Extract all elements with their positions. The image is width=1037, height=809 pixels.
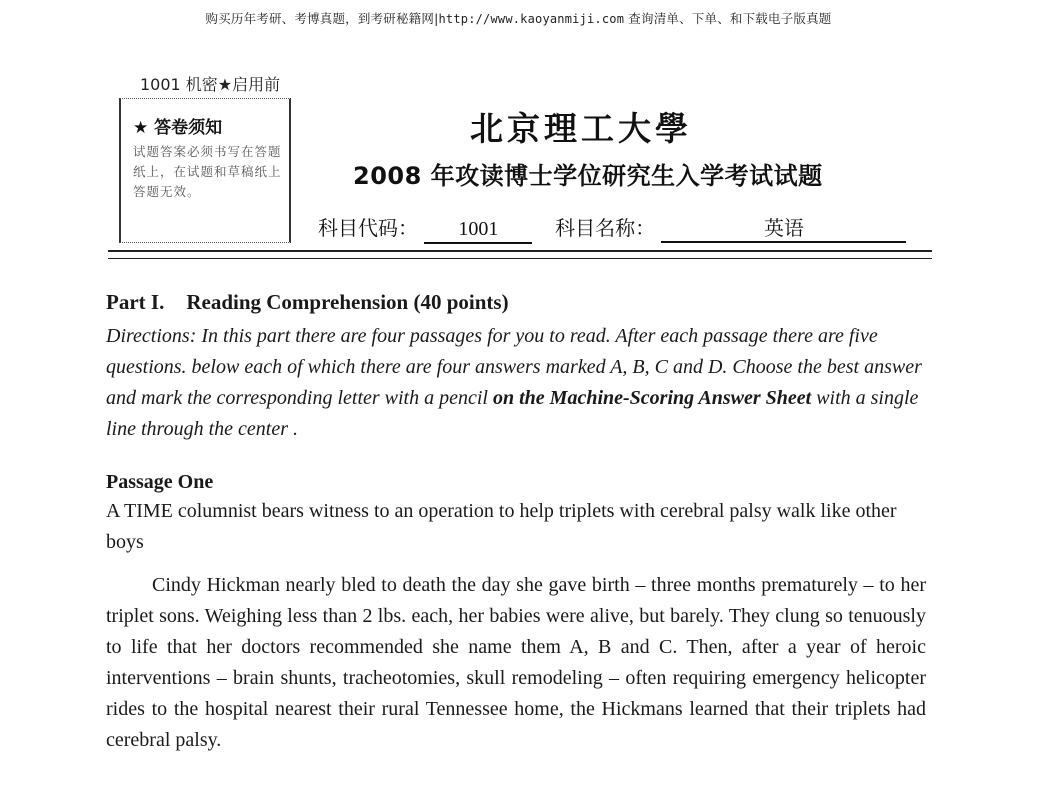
subject-info-row — [318, 212, 906, 244]
passage-heading: Passage One — [106, 471, 214, 493]
university-name: 北京理工大學 — [470, 109, 692, 148]
part-heading — [106, 290, 926, 315]
exam-title: 2008 年攻读博士学位研究生入学考试试题 — [353, 162, 823, 190]
banner-url-link[interactable]: http://www.kaoyanmiji.com — [438, 12, 625, 26]
subject-code-value: 1001 — [424, 216, 532, 244]
part-number: Part I. — [106, 290, 165, 314]
notice-body: 试题答案必须书写在答题纸上，在试题和草稿纸上答题无效。 — [133, 144, 282, 199]
passage-paragraph: Cindy Hickman nearly bled to death the day she gave birth – three months prematurely – to her triplet sons. Weighing less than 2 lbs. each, her babies were alive, but barely. They clung so tenuously to life that her doctors recommended she name them A, B and C. Then, after a year of heroic interventions – brain shunts, tracheotomies, skull remodeling – often requiring emergency helicopter rides to the hospital nearest their rural Tennessee home, the Hickmans learned that their triplets had cerebral palsy. — [106, 574, 926, 751]
header-divider-thin — [108, 258, 932, 259]
notice-title: ★ 答卷须知 — [133, 118, 223, 138]
exam-content — [106, 290, 926, 756]
banner-text-end: 查询清单、下单、和下载电子版真题 — [624, 11, 832, 26]
subject-code-label: 科目代码： — [318, 216, 418, 240]
directions-text — [106, 321, 926, 445]
confidential-label: 1001 机密★启用前 — [140, 75, 281, 94]
answer-notice-box — [119, 98, 291, 243]
subject-name-label: 科目名称： — [555, 216, 656, 240]
directions-end: with a single line through the center . — [106, 387, 919, 440]
part-title: Reading Comprehension (40 points) — [186, 290, 509, 314]
header-divider — [108, 250, 932, 252]
download-banner — [0, 9, 1037, 27]
directions-bold: on the Machine-Scoring Answer Sheet — [492, 387, 812, 409]
directions-main: Directions: In this part there are four passages for you to read. After each passage there are five questions. below each of which there are four answers marked A, B, C and D. Choose the best answer and mark the corresponding letter with a pencil — [106, 325, 922, 409]
subject-name-value: 英语 — [661, 215, 906, 243]
banner-text: 购买历年考研、考博真题，到考研秘籍网| — [205, 11, 439, 26]
passage-subtitle: A TIME columnist bears witness to an operation to help triplets with cerebral palsy walk like other boys — [106, 500, 897, 553]
